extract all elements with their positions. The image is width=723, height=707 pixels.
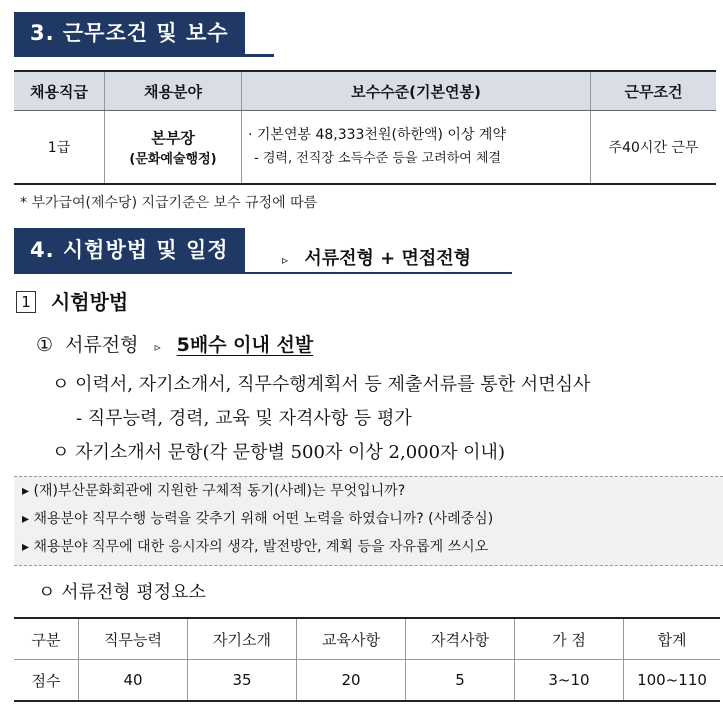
field-cell	[105, 111, 242, 185]
salary-line1: · 기본연봉 48,333천원(하한액) 이상 계약	[248, 127, 506, 143]
method-heading	[16, 286, 128, 315]
field-sub: (문화예술행정)	[129, 152, 217, 167]
step1-heading	[36, 330, 313, 357]
list-item: ▸ (재)부산문화회관에 지원한 구체적 동기(사례)는 무엇입니까?	[22, 483, 406, 499]
eval-header: 가 점	[515, 618, 624, 660]
section4-title-underline	[14, 272, 512, 274]
eval-header: 교육사항	[297, 618, 406, 660]
circled-one-icon: ①	[36, 334, 54, 356]
header-field: 채용분야	[105, 71, 242, 111]
table-row	[14, 618, 720, 660]
salary-line2: - 경력, 전직장 소득수준 등을 고려하여 체결	[254, 151, 502, 166]
section4-title: 4. 시험방법 및 일정	[14, 228, 245, 272]
list-item: ▸ 채용분야 직무에 대한 응시자의 생각, 발전방안, 계획 등을 자유롭게 쓰시오	[22, 539, 489, 555]
bullet1-sub: - 직무능력, 경력, 교육 및 자격사항 등 평가	[76, 408, 412, 429]
step1-title: 서류전형	[65, 334, 139, 356]
eval-cell: 40	[79, 660, 188, 702]
header-salary: 보수수준(기본연봉)	[242, 71, 591, 111]
eval-header: 직무능력	[79, 618, 188, 660]
step1-highlight: 5배수 이내 선발	[176, 334, 314, 356]
question-box	[14, 476, 723, 566]
section3-title: 3. 근무조건 및 보수	[14, 12, 245, 54]
eval-cell: 5	[406, 660, 515, 702]
header-grade: 채용직급	[14, 71, 105, 111]
eval-cell: 100~110	[624, 660, 721, 702]
eval-cell: 35	[188, 660, 297, 702]
triangle-right-icon: ▹	[154, 340, 161, 354]
section4-subtitle	[282, 244, 471, 270]
method-title: 시험방법	[50, 290, 129, 314]
eval-cell: 3~10	[515, 660, 624, 702]
table-row	[14, 111, 716, 185]
benefit-note: * 부가급여(제수당) 지급기준은 보수 규정에 따름	[20, 195, 318, 211]
eval-cell: 20	[297, 660, 406, 702]
eval-title: ㅇ 서류전형 평정요소	[38, 582, 206, 603]
eval-table	[14, 617, 720, 702]
salary-table	[14, 70, 716, 185]
subtitle-text: 서류전형 + 면접전형	[304, 248, 472, 269]
bullet2: ㅇ 자기소개서 문항(각 문항별 500자 이상 2,000자 이내)	[52, 442, 505, 463]
grade-cell: 1급	[14, 111, 105, 185]
list-item: ▸ 채용분야 직무수행 능력을 갖추기 위해 어떤 노력을 하였습니까? (사례중심)	[22, 511, 494, 527]
table-row	[14, 660, 720, 702]
box-number-icon: 1	[16, 291, 36, 313]
header-condition: 근무조건	[591, 71, 717, 111]
eval-header: 합계	[624, 618, 721, 660]
section3-title-underline	[14, 54, 274, 57]
eval-header: 자격사항	[406, 618, 515, 660]
eval-header: 자기소개	[188, 618, 297, 660]
condition-cell: 주40시간 근무	[591, 111, 717, 185]
salary-cell	[242, 111, 591, 185]
triangle-right-icon: ▹	[282, 253, 289, 267]
eval-cell: 점수	[14, 660, 79, 702]
eval-header: 구분	[14, 618, 79, 660]
field-main: 본부장	[151, 129, 195, 147]
salary-table-header	[14, 71, 716, 111]
bullet1: ㅇ 이력서, 자기소개서, 직무수행계획서 등 제출서류를 통한 서면심사	[52, 374, 591, 395]
